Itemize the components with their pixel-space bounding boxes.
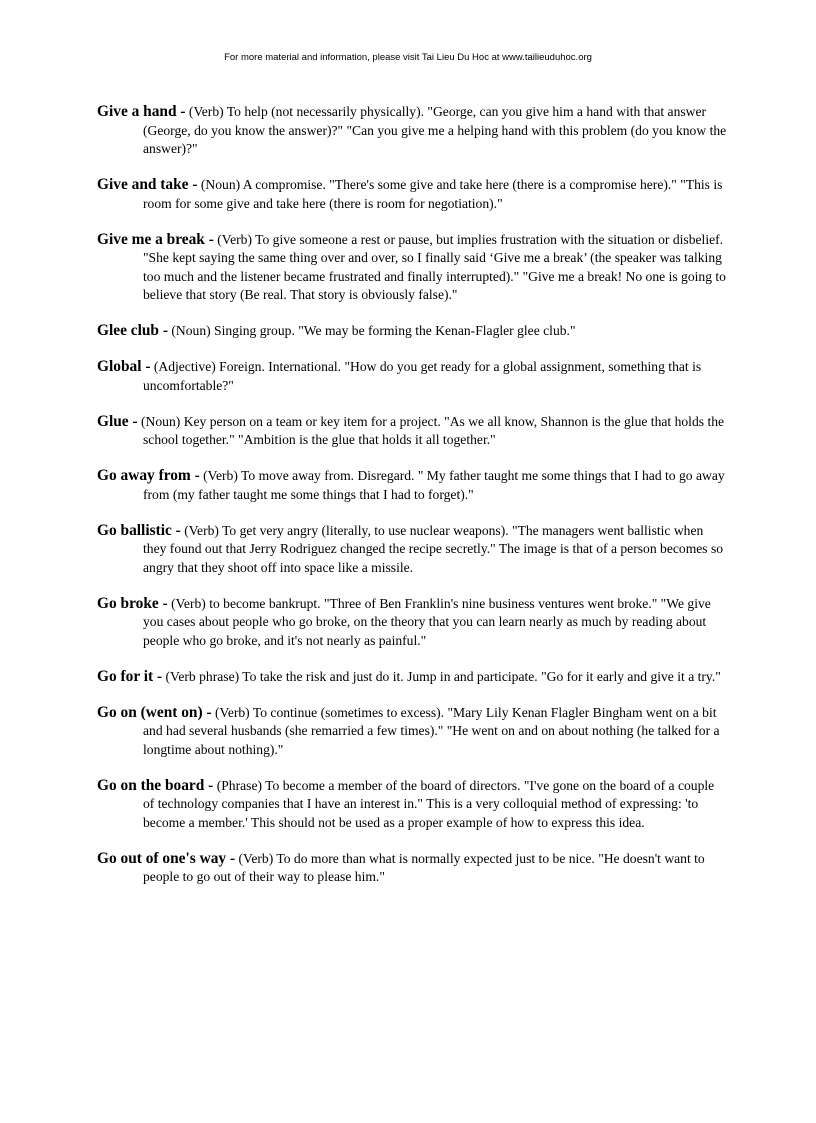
page-header: For more material and information, please visit Tai Lieu Du Hoc at www.tailieuduhoc.org [224,52,592,63]
entry-term: Global - [97,358,151,375]
entry-term: Go away from - [97,467,200,484]
entry-definition: (Verb) To do more than what is normally expected just to be nice. "He doesn't want to people to go out of their way to please him." [143,850,705,884]
glossary-entry [97,413,727,450]
entry-definition: (Verb) To continue (sometimes to excess). "Mary Lily Kenan Flagler Bingham went on a bit and had several husbands (she remarried a few times)." "He went on and on about nothing (he talked for a longtime about nothing)." [143,704,720,757]
entry-term: Go for it - [97,667,163,685]
entry-term: Give a hand - [97,103,186,120]
entry-term: Go out of one's way - [97,849,236,867]
glossary-entry [97,358,727,395]
glossary-entry [97,850,727,887]
entry-definition: (Verb) To help (not necessarily physically). "George, can you give him a hand with that answer (George, do you know the answer)?" "Can you give me a helping hand with this problem (do you know the answer)?" [143,104,727,156]
entry-term: Glue - [97,412,138,430]
entry-term: Go broke - [97,594,168,612]
glossary-entry [97,777,727,833]
glossary-entry [97,522,727,578]
glossary-entry [97,322,727,341]
entry-definition: (Verb) to become bankrupt. "Three of Ben Franklin's nine business ventures went broke." "We give you cases about people who go broke, on the theory that you can learn nearly as much by reading about people who go broke, and it's not nearly as painful." [143,595,711,648]
entry-definition: (Noun) Singing group. "We may be forming the Kenan-Flagler glee club." [171,323,576,338]
entry-term: Give me a break - [97,230,214,248]
entry-definition: (Verb) To give someone a rest or pause, but implies frustration with the situation or disbelief. "She kept saying the same thing over and over, so I finally said ‘Give me a break’ (the speaker was talking too much and the listener became frustrated and finally interrupted)." "Give me a break! No one is going to believe that story (Be real. That story is obviously false)." [143,231,726,302]
glossary-entry [97,595,727,651]
entry-definition: (Adjective) Foreign. International. "How do you get ready for a global assignment, something that is uncomfortable?" [143,359,702,393]
glossary-entry [97,176,727,213]
glossary-entry [97,704,727,760]
entry-definition: (Noun) Key person on a team or key item for a project. "As we all know, Shannon is the glue that holds the school together." "Ambition is the glue that holds it all together." [141,413,725,447]
glossary-entry [97,467,727,504]
entry-term: Go on (went on) - [97,703,212,721]
entry-definition: (Verb) To get very angry (literally, to use nuclear weapons). "The managers went ballistic when they found out that Jerry Rodriguez changed the recipe secretly." The image is that of a person becomes so angry that they shoot off into space like a missile. [143,522,724,575]
entry-term: Glee club - [97,322,168,339]
entry-definition: (Noun) A compromise. "There's some give and take here (there is a compromise here)." "This is room for some give and take here (there is room for negotiation)." [143,177,723,211]
entry-definition: (Verb) To move away from. Disregard. " My father taught me some things that I had to go away from (my father taught me some things that I had to forget)." [143,468,725,502]
entry-term: Go ballistic - [97,521,181,539]
glossary-entry [97,668,727,687]
entry-term: Go on the board - [97,776,214,794]
glossary-entry [97,231,727,305]
entry-definition: (Phrase) To become a member of the board of directors. "I've gone on the board of a couple of technology companies that I have an interest in." This is a very colloquial method of expressing: 'to become a member.' This should not be used as a proper example of how to express this idea. [143,777,715,830]
glossary-entry [97,103,727,159]
glossary-entries [97,103,727,904]
entry-term: Give and take - [97,176,198,193]
entry-definition: (Verb phrase) To take the risk and just do it. Jump in and participate. "Go for it early and give it a try." [165,668,721,684]
